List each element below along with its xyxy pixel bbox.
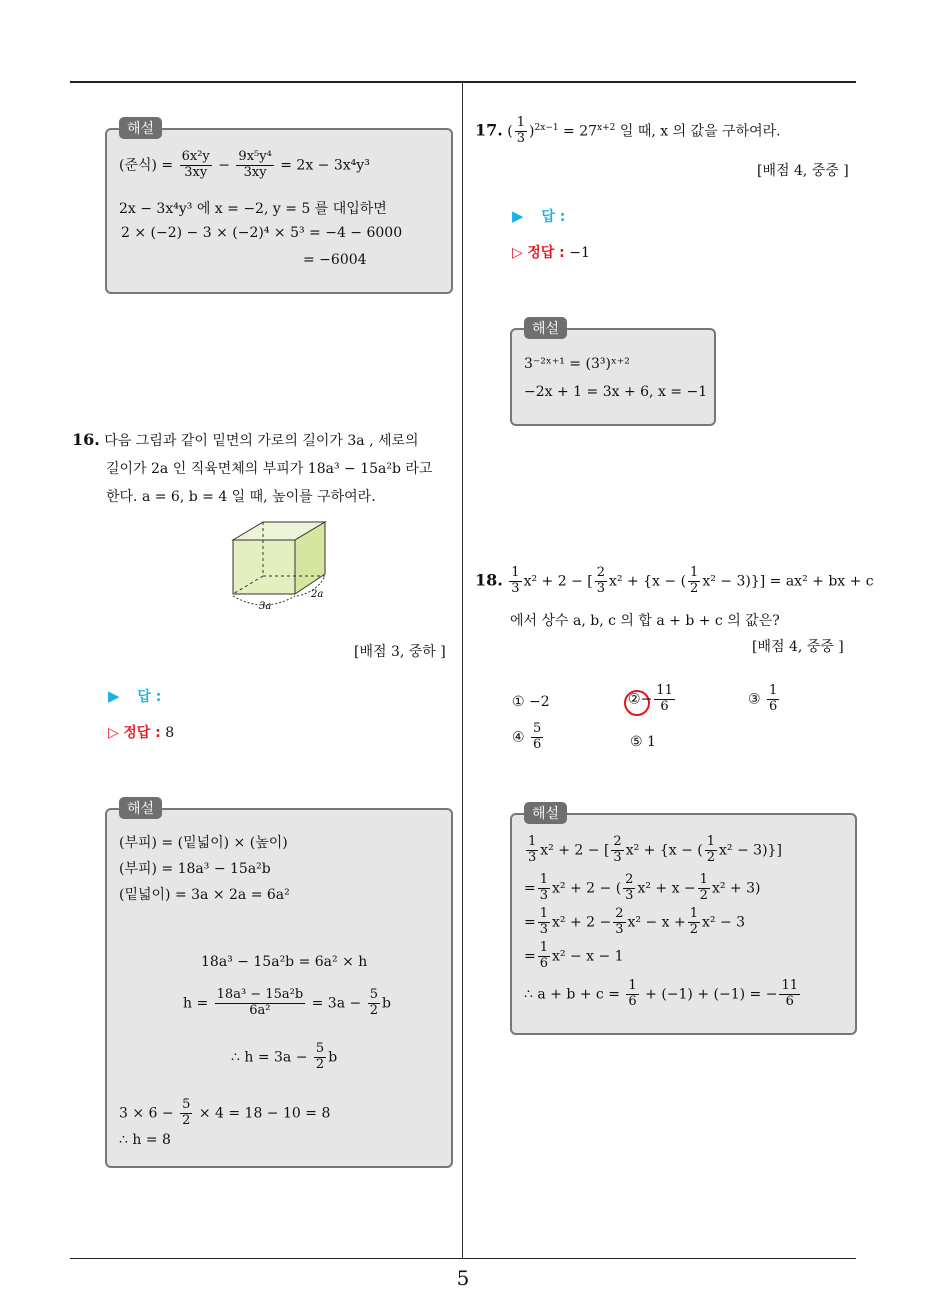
sol16-frac-main (215, 988, 306, 1019)
q16-correct-row (108, 722, 174, 742)
sol16-line2: (부피) = 18a³ − 15a²b (119, 861, 271, 877)
frac-num: 11 (781, 978, 798, 993)
q16-line2: 길이가 2a 인 직육면체의 부피가 18a³ − 15a²b 라고 (106, 461, 433, 477)
choice-3[interactable] (748, 684, 781, 715)
frac (613, 907, 625, 938)
sol18-l1-b: x² + {x − ( (625, 842, 703, 859)
sol15-l1-rhs: = 2x − 3x⁴y³ (280, 157, 370, 174)
frac-den: 2 (699, 887, 708, 903)
sol15-minus: − (218, 157, 230, 174)
sol15-frac1 (180, 150, 212, 181)
sol15-line2: 2x − 3x⁴y³ 에 x = −2, y = 5 를 대입하면 (119, 201, 387, 217)
solution-tag: 해설 (524, 802, 567, 824)
sol18-l2-a: = (524, 880, 536, 897)
q17-close-paren: ) (529, 123, 535, 140)
frac-num: 2 (613, 834, 622, 849)
cuboid-figure (225, 518, 335, 614)
frac-num: 5 (533, 721, 542, 736)
sol15-line4: = −6004 (303, 252, 367, 268)
triangle-outline-icon: ▷ (108, 725, 119, 741)
frac-den: 3 (625, 887, 634, 903)
frac (688, 907, 700, 938)
sol16-l7-rhs: × 4 = 18 − 10 = 8 (198, 1105, 331, 1122)
play-icon: ▶ (512, 207, 524, 225)
choice-4[interactable] (512, 722, 545, 753)
frac-den: 6 (539, 955, 549, 971)
sol16-frac-5-2 (368, 988, 380, 1019)
frac-den: 6a² (249, 1002, 271, 1018)
frac-num: 2 (596, 565, 605, 580)
sol16-line1: (부피) = (밑넓이) × (높이) (119, 835, 288, 851)
column-divider (462, 83, 463, 1258)
frac-den: 3xy (243, 164, 267, 180)
frac-num: 2 (625, 872, 634, 887)
sol16-l5-mid: = 3a − (311, 995, 362, 1012)
q18-score: [배점 4, 중중 ] (752, 639, 844, 655)
q17-eq: = 27 (558, 123, 598, 140)
frac-num: 1 (769, 683, 778, 698)
sol18-l1-a: x² + 2 − [ (540, 842, 610, 859)
q17-rest: 일 때, x 의 값을 구하여라. (615, 123, 781, 140)
choice-2-mark: ② (628, 691, 641, 708)
frac-den: 6 (660, 698, 669, 714)
sol15-l1-lhs: (준식) = (119, 157, 174, 174)
frac (538, 941, 550, 972)
frac-num: 1 (706, 834, 716, 849)
frac-num: 11 (656, 683, 673, 698)
sol16-line7 (119, 1098, 330, 1129)
frac-num: 2 (615, 906, 624, 921)
sol18-l2-b: x² + 2 − ( (552, 880, 622, 897)
frac-num: 1 (539, 906, 549, 921)
solution-box-16 (105, 801, 453, 1168)
solution-tag: 해설 (119, 117, 162, 139)
frac-den: 2 (689, 921, 699, 937)
sol15-line3: 2 × (−2) − 3 × (−2)⁴ × 5³ = −4 − 6000 (121, 225, 403, 241)
frac (779, 979, 800, 1010)
sol18-line1 (524, 835, 782, 866)
frac-den: 2 (369, 1002, 378, 1018)
sol16-line3: (밑넓이) = 3a × 2a = 6a² (119, 887, 290, 903)
q17-exp1: 2x−1 (534, 122, 559, 133)
frac-den: 3 (539, 887, 549, 903)
solution-box-15 (105, 121, 453, 294)
choice-1[interactable]: ① −2 (512, 694, 550, 710)
choice-2-sign: − (640, 691, 653, 708)
frac-num: 1 (539, 940, 549, 955)
fig-label-3a: 3a (259, 601, 272, 612)
sol18-l3-d: x² − 3 (702, 914, 746, 931)
sol16-line4: 18a³ − 15a²b = 6a² × h (201, 954, 368, 970)
choice-4-frac (531, 722, 543, 753)
answer-label: 답 : (541, 209, 566, 225)
bottom-rule (70, 1258, 856, 1259)
frac-num: 18a³ − 15a²b (216, 987, 304, 1002)
sol17-line1: 3⁻²ˣ⁺¹ = (3³)ˣ⁺² (524, 356, 630, 372)
q16-answer-row (108, 686, 161, 706)
frac-den: 2 (182, 1112, 191, 1128)
sol18-l3-b: x² + 2 − (552, 914, 612, 931)
q17-number: 17. (475, 120, 503, 140)
triangle-outline-icon: ▷ (512, 245, 523, 261)
sol16-line8: ∴ h = 8 (119, 1132, 171, 1148)
frac (705, 835, 717, 866)
q18-expr-b: x² + {x − ( (609, 573, 687, 590)
frac-num: 1 (516, 115, 526, 130)
answer-label: 답 : (137, 689, 162, 705)
q18-expr-a: x² + 2 − [ (523, 573, 593, 590)
correct-label: 정답 : (527, 245, 565, 261)
correct-label: 정답 : (123, 725, 161, 741)
frac-den: 6 (533, 736, 542, 752)
top-rule (70, 81, 856, 83)
sol16-l5-lhs: h = (183, 995, 209, 1012)
sol17-line2: −2x + 1 = 3x + 6, x = −1 (524, 384, 708, 400)
frac (698, 873, 710, 904)
q16-number: 16. (72, 430, 100, 449)
sol18-l5-b: + (−1) + (−1) = − (645, 986, 778, 1003)
solution-box-18 (510, 806, 857, 1035)
sol16-l5-end: b (381, 995, 391, 1012)
sol18-l2-c: x² + x − (637, 880, 696, 897)
q18-number: 18. (475, 570, 503, 590)
play-icon: ▶ (108, 687, 120, 705)
q16-text1: 다음 그림과 같이 밑면의 가로의 길이가 3a , 세로의 (104, 433, 419, 449)
q16-line1 (72, 430, 419, 450)
solution-tag: 해설 (119, 797, 162, 819)
sol16-line5 (183, 988, 391, 1019)
sol16-frac-l7 (180, 1098, 192, 1129)
q18-frac2 (595, 566, 607, 597)
frac-den: 3 (516, 130, 526, 146)
sol18-line5 (524, 979, 802, 1010)
q16-score: [배점 3, 중하 ] (354, 644, 446, 660)
frac-den: 2 (690, 580, 699, 596)
frac-num: 1 (699, 872, 708, 887)
frac-den: 3 (511, 580, 520, 596)
sol18-l3-c: x² − x + (627, 914, 686, 931)
q17-correct-row (512, 242, 590, 262)
q17-line1 (475, 116, 781, 147)
choice-4-mark: ④ (512, 729, 525, 746)
sol18-line3 (524, 907, 745, 938)
sol16-l6-lhs: ∴ h = 3a − (231, 1049, 308, 1066)
q17-answer-row (512, 206, 565, 226)
sol18-l5-a: ∴ a + b + c = (524, 986, 620, 1003)
sol18-l2-d: x² + 3) (711, 880, 761, 897)
page-number: 5 (456, 1266, 470, 1290)
solution-tag: 해설 (524, 317, 567, 339)
sol18-l3-a: = (524, 914, 536, 931)
sol18-line2 (524, 873, 760, 904)
frac-num: 1 (528, 834, 537, 849)
correct-value: 8 (165, 725, 175, 741)
frac-den: 6 (785, 993, 794, 1009)
frac-den: 6 (628, 993, 637, 1009)
frac-den: 3 (613, 849, 622, 865)
frac-num: 5 (369, 987, 378, 1002)
frac (626, 979, 638, 1010)
frac (538, 907, 550, 938)
frac-den: 3 (539, 921, 549, 937)
sol16-frac-l6 (314, 1042, 326, 1073)
sol15-line1 (119, 150, 370, 181)
frac-den: 6 (769, 698, 778, 714)
frac-den: 3xy (184, 164, 208, 180)
sol18-l4-b: x² − x − 1 (552, 948, 624, 965)
q16-line3: 한다. a = 6, b = 4 일 때, 높이를 구하여라. (106, 489, 376, 505)
sol15-frac2 (236, 150, 273, 181)
sol18-l4-a: = (524, 948, 536, 965)
choice-2-frac (654, 684, 675, 715)
frac-num: 1 (689, 906, 699, 921)
solution-box-17 (510, 321, 716, 426)
q18-line2: 에서 상수 a, b, c 의 합 a + b + c 의 값은? (510, 613, 780, 629)
frac-num: 5 (315, 1041, 325, 1056)
frac-num: 1 (539, 872, 549, 887)
q18-expr-c: x² − 3)}] = ax² + bx + c (702, 573, 874, 590)
frac-num: 1 (511, 565, 520, 580)
q18-frac1 (509, 566, 521, 597)
sol16-l6-end: b (328, 1049, 338, 1066)
q17-score: [배점 4, 중중 ] (757, 163, 849, 179)
q18-line1 (475, 566, 874, 597)
q18-frac3 (688, 566, 700, 597)
sol18-l1-c: x² − 3)}] (719, 842, 782, 859)
frac (611, 835, 623, 866)
frac-den: 2 (315, 1056, 325, 1072)
frac-num: 5 (182, 1097, 191, 1112)
frac-num: 1 (690, 565, 699, 580)
choice-5[interactable]: ⑤ 1 (630, 734, 656, 750)
frac-den: 2 (706, 849, 716, 865)
frac (526, 835, 538, 866)
q17-exp2: x+2 (597, 122, 616, 133)
q17-frac (515, 116, 527, 147)
frac-num: 9x⁵y⁴ (238, 149, 272, 164)
fig-label-2a: 2a (311, 589, 324, 600)
q17-open-paren: ( (507, 123, 513, 140)
sol16-line6 (231, 1042, 337, 1073)
sol18-line4 (524, 941, 624, 972)
frac-den: 3 (596, 580, 605, 596)
frac-den: 3 (528, 849, 537, 865)
frac-num: 6x²y (181, 149, 210, 164)
choice-2[interactable] (628, 684, 677, 715)
frac-den: 3 (615, 921, 624, 937)
frac (623, 873, 635, 904)
choice-3-mark: ③ (748, 691, 761, 708)
frac (538, 873, 550, 904)
sol16-l7-lhs: 3 × 6 − (119, 1105, 174, 1122)
frac-num: 1 (628, 978, 637, 993)
correct-value: −1 (569, 245, 590, 261)
choice-3-frac (767, 684, 779, 715)
